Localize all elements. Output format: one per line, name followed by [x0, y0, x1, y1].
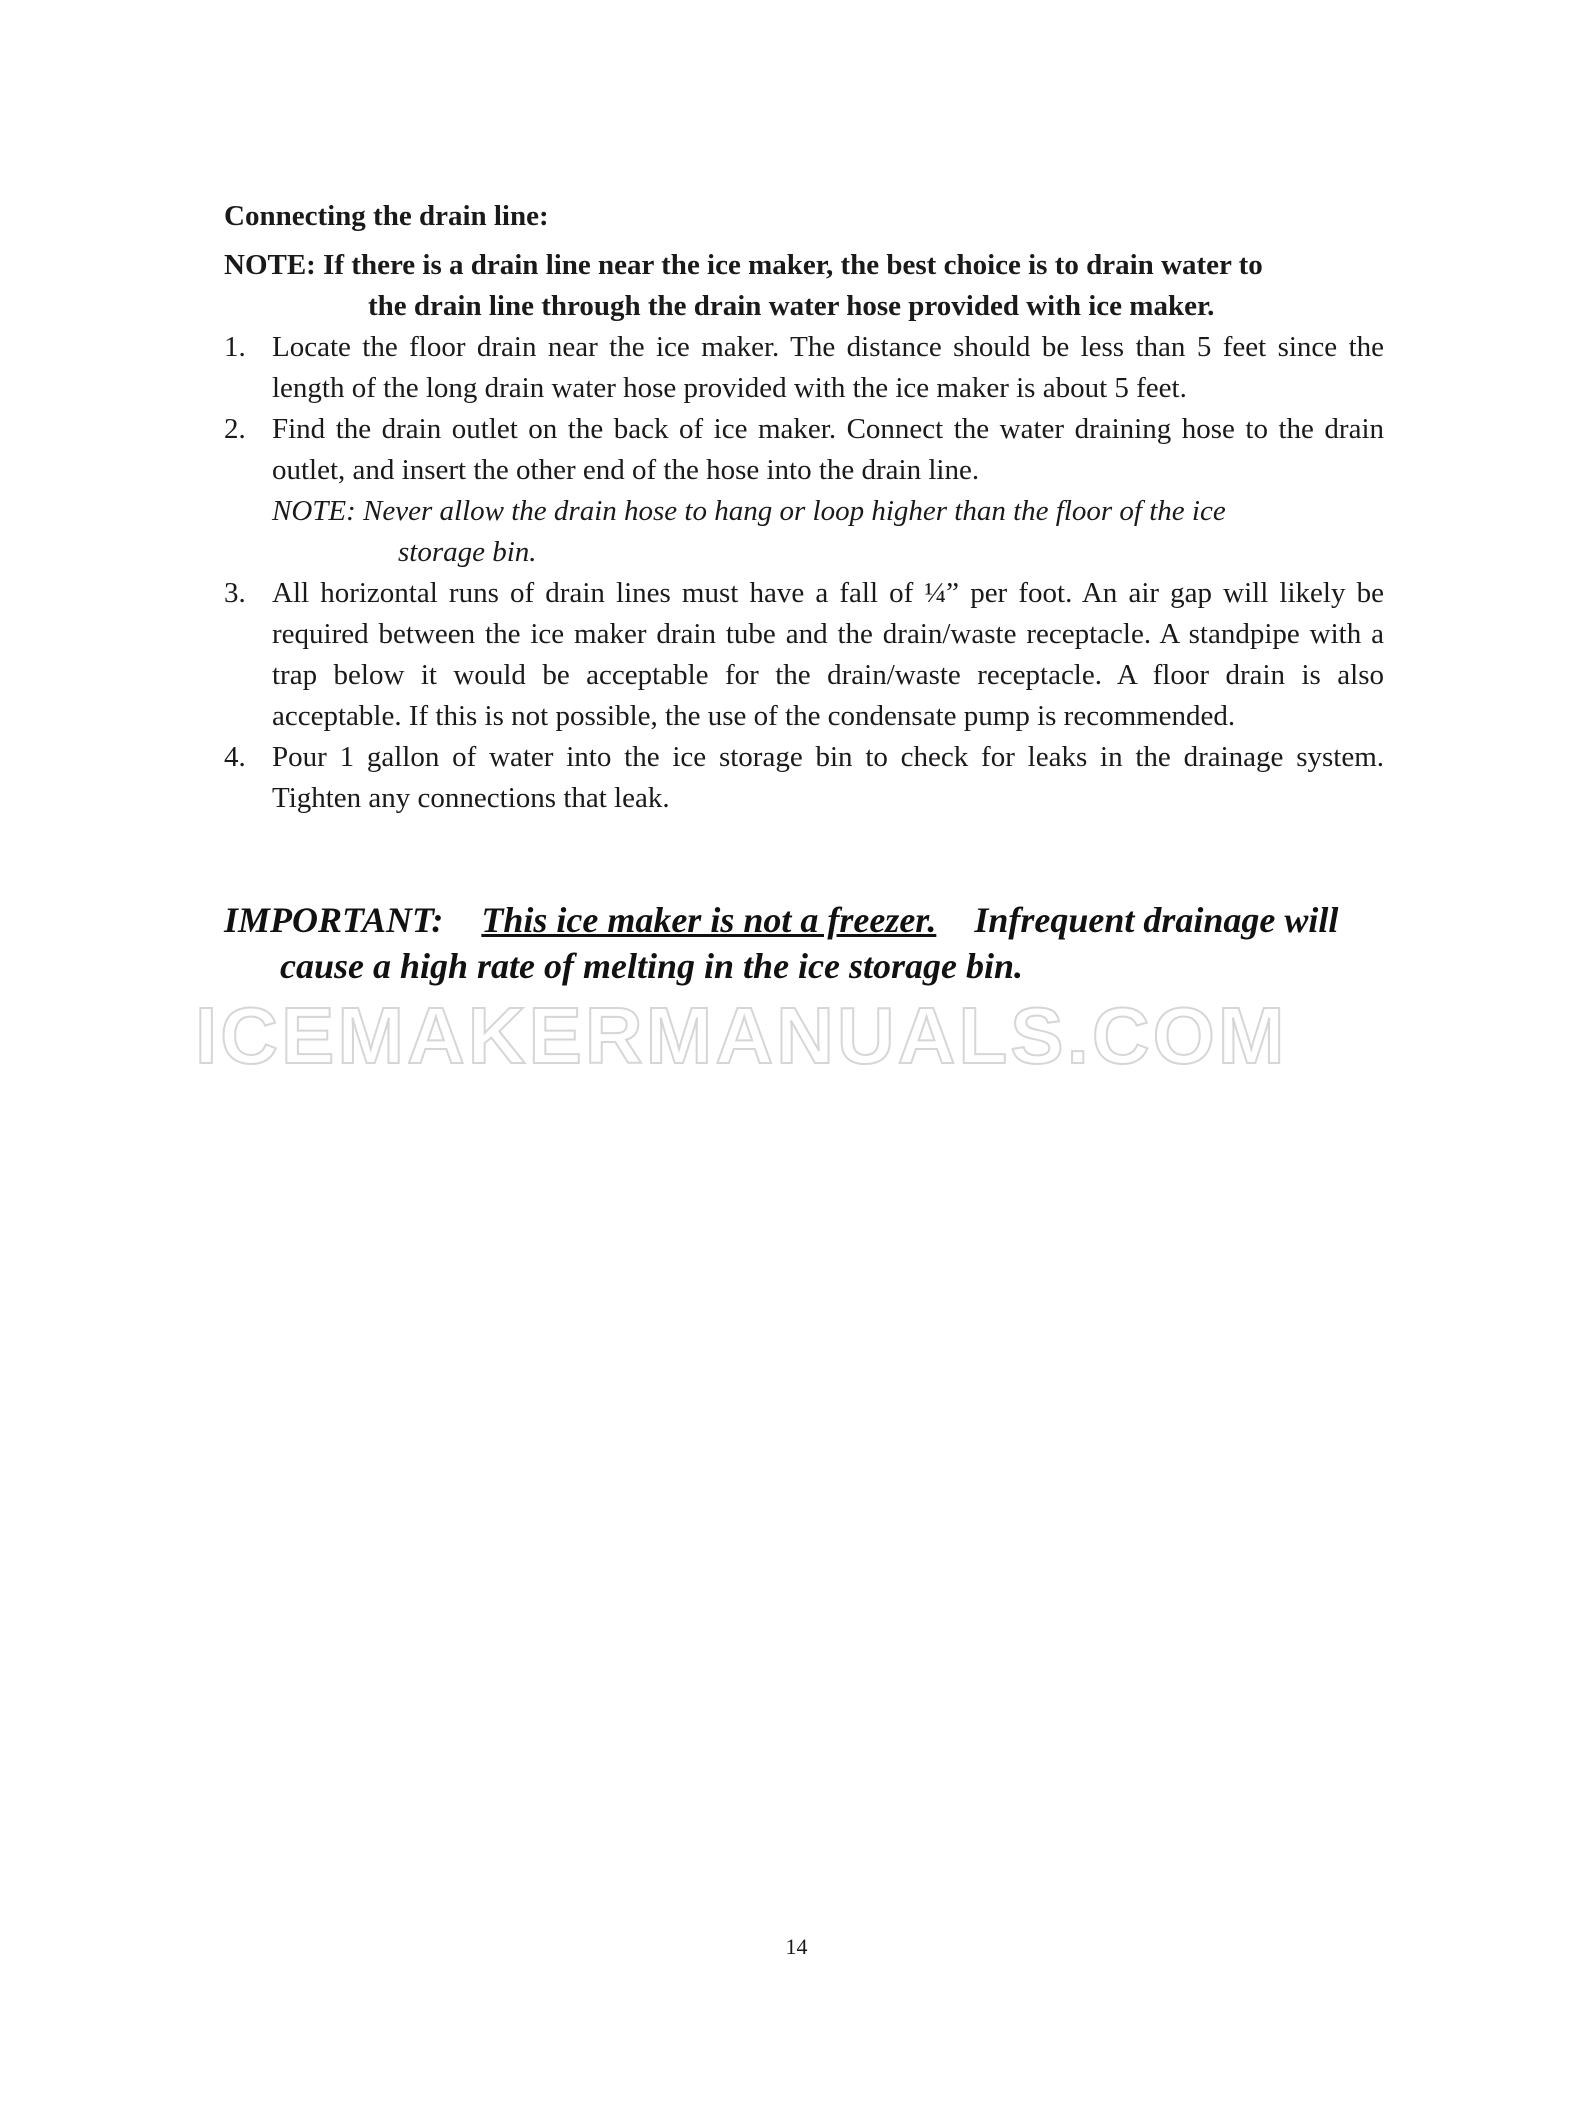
step-number: 4.	[224, 741, 246, 773]
watermark: ICEMAKERMANUALS.COM	[195, 991, 1288, 1080]
important-label: IMPORTANT:	[224, 900, 444, 940]
step-number: 3.	[224, 577, 246, 609]
steps-list	[224, 327, 1384, 819]
drain-note	[224, 245, 1384, 327]
important-line2: cause a high rate of melting in the ice storage bin.	[280, 946, 1024, 986]
list-item	[224, 327, 1384, 409]
step-number: 2.	[224, 413, 246, 445]
list-item	[224, 409, 1384, 573]
list-item	[224, 737, 1384, 819]
step-note-line1: NOTE: Never allow the drain hose to hang or loop higher than the floor of the ice	[272, 495, 1226, 527]
step-text: Find the drain outlet on the back of ice maker. Connect the water draining hose to the drain outlet, and insert the other end of the hose into the drain line.	[272, 413, 1384, 486]
step-text: All horizontal runs of drain lines must have a fall of ¼” per foot. An air gap will likely be required between the ice maker drain tube and the drain/waste receptacle. A standpipe with a trap below it would be acceptable for the drain/waste receptacle. A floor drain is also acceptable. If this is not possible, the use of the condensate pump is recommended.	[272, 577, 1384, 732]
drain-note-line1: NOTE: If there is a drain line near the ice maker, the best choice is to drain water to	[224, 249, 1263, 281]
page-content	[224, 196, 1384, 989]
important-line1-rest: Infrequent drainage will	[974, 900, 1339, 940]
step-note	[272, 491, 1384, 573]
step-text: Locate the floor drain near the ice maker. The distance should be less than 5 feet since the length of the long drain water hose provided with the ice maker is about 5 feet.	[272, 331, 1384, 404]
step-number: 1.	[224, 331, 246, 363]
step-text: Pour 1 gallon of water into the ice storage bin to check for leaks in the drainage system. Tighten any connections that leak.	[272, 741, 1384, 814]
list-item	[224, 573, 1384, 737]
drain-note-line2: the drain line through the drain water hose provided with ice maker.	[368, 290, 1215, 322]
important-underlined: This ice maker is not a freezer.	[481, 900, 937, 940]
section-heading: Connecting the drain line:	[224, 200, 549, 232]
step-note-line2: storage bin.	[398, 536, 537, 568]
page-number: 14	[785, 1934, 808, 1959]
important-notice	[224, 897, 1384, 989]
